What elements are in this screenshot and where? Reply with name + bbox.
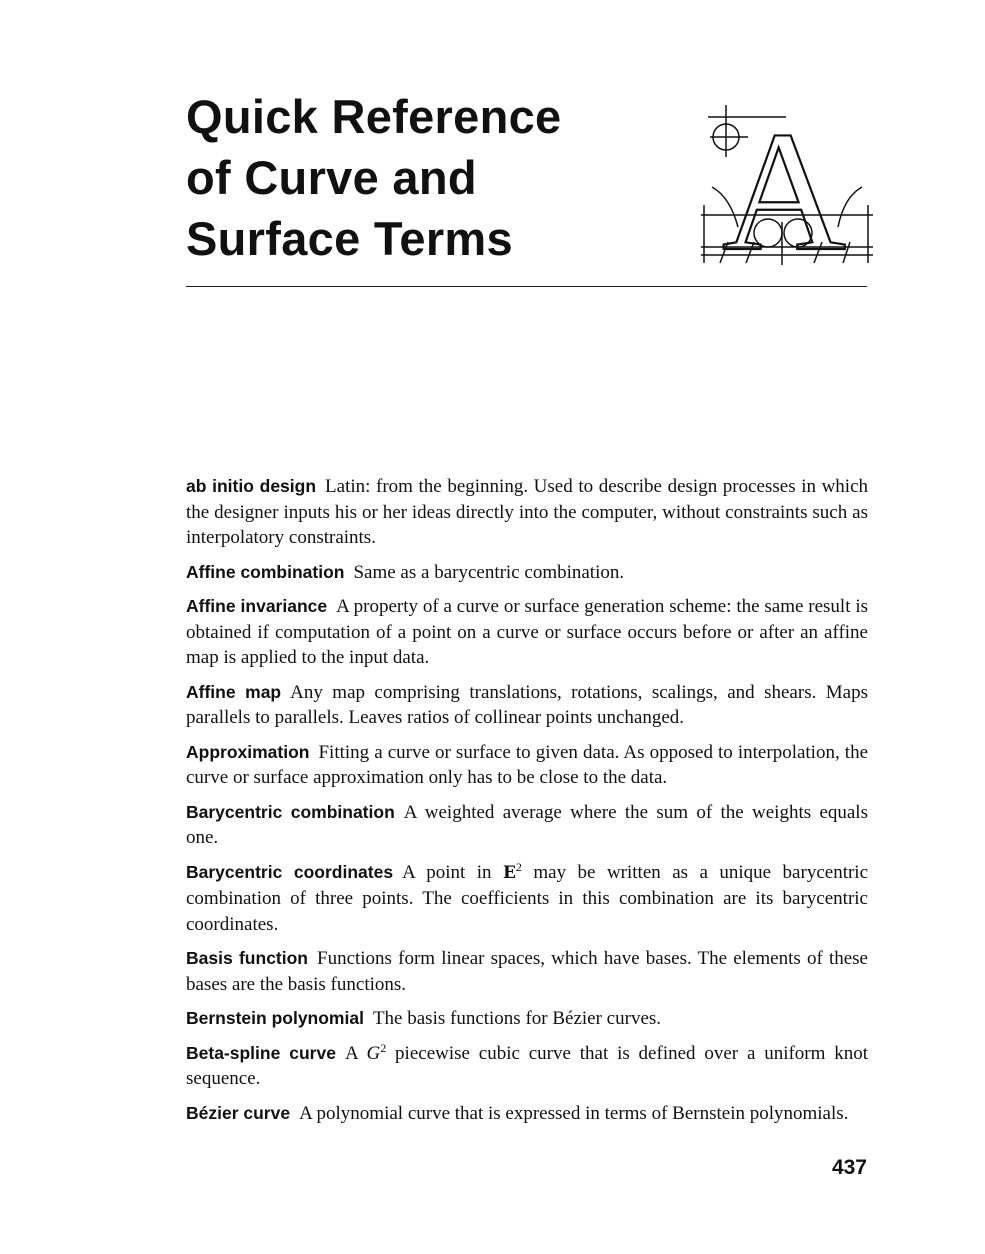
chapter-title-line: Surface Terms [186,212,513,265]
glossary-definition-end: piecewise cubic curve that is defined over a uniform knot sequence. [186,1042,869,1089]
glossary-term: Approximation [186,741,310,762]
glossary-term: ab initio design [186,476,317,496]
chapter-title-line: Quick Reference [186,90,562,143]
glossary-entry [186,680,868,731]
glossary-entry [186,1006,868,1032]
glossary-term: Affine map [186,681,282,702]
glossary-definition: A polynomial curve that is expressed in terms of Bernstein polynomials. [299,1102,849,1124]
glossary-definition: A property of a curve or surface generation scheme: the same result is obtained if computation of a point on a curve or surface occurs before or after an affine map is applied to the input data. [186,596,868,668]
glossary-entry [186,740,868,791]
glossary-definition: A weighted average where the sum of the weights equals one. [186,801,868,848]
glossary-definition: The basis functions for Bézier curves. [372,1008,662,1029]
glossary-definition-start: A point in [402,861,492,883]
glossary-entry [186,560,868,586]
glossary-definition-start: A [344,1042,358,1064]
glossary-list [186,474,868,1135]
glossary-term: Beta-spline curve [186,1042,336,1063]
glossary-definition: Fitting a curve or surface to given data. As opposed to interpolation, the curve or surface approximation only has to be close to the data. [186,741,868,788]
glossary-term: Bézier curve [186,1102,291,1123]
header-divider [186,286,867,287]
exponent: 2 [515,859,522,874]
glossary-entry [186,594,868,671]
glossary-term: Bernstein polynomial [186,1008,364,1028]
glossary-definition: Same as a barycentric combination. [353,561,625,583]
glossary-entry [186,474,868,551]
exponent: 2 [380,1040,387,1055]
glossary-definition-end: may be written as a unique barycentric combination of three points. The coefficients in this combination are its barycentric coordinates. [186,861,869,935]
euclidean-space-symbol: E [502,862,516,883]
glossary-definition: Any map comprising translations, rotations, scalings, and shears. Maps parallels to parallels. Leaves ratios of collinear points unchanged. [186,681,868,728]
glossary-definition: Functions form linear spaces, which have bases. The elements of these bases are the basis functions. [186,948,868,995]
continuity-symbol: G [366,1042,381,1064]
glossary-entry [186,946,868,997]
page-number: 437 [831,1156,867,1179]
glossary-term: Barycentric combination [186,801,395,822]
glossary-term: Affine combination [186,561,345,582]
glossary-term: Barycentric coordinates [186,861,394,882]
glossary-entry [186,860,868,938]
chapter-title [186,86,656,269]
glossary-entry [186,1041,868,1092]
glossary-definition: Latin: from the beginning. Used to describe design processes in which the designer inputs his or her ideas directly into the computer, without constraints such as interpolatory constraints. [186,476,868,548]
glossary-term: Basis function [186,948,308,968]
glossary-entry [186,1101,868,1127]
appendix-letter-emblem [698,97,876,267]
appendix-letter: A [721,97,847,267]
glossary-entry [186,800,868,851]
chapter-title-line: of Curve and [186,151,477,204]
glossary-term: Affine invariance [186,596,328,616]
